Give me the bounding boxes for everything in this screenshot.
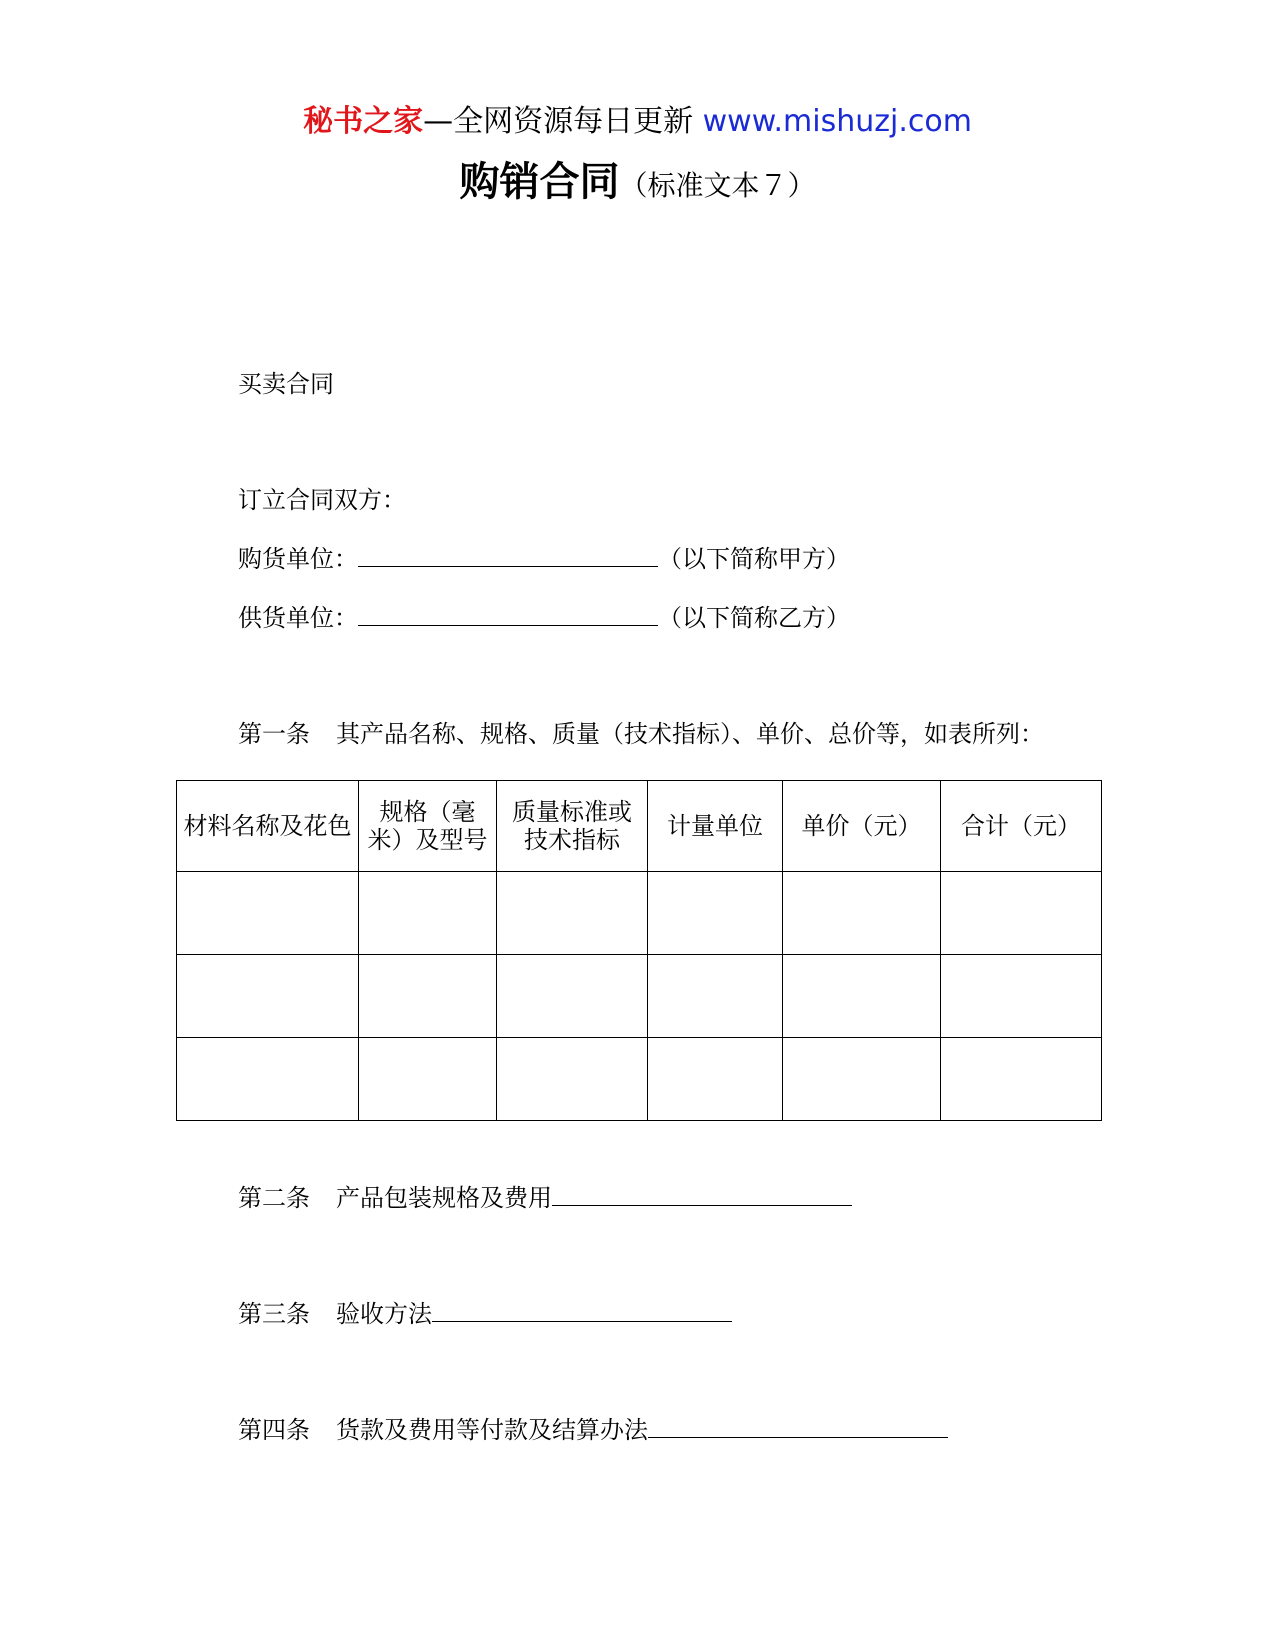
article-3-text: 验收方法	[336, 1300, 432, 1328]
article-3-blank[interactable]	[432, 1299, 732, 1322]
product-spec-table	[176, 780, 1102, 1121]
site-url[interactable]: www.mishuzj.com	[702, 104, 972, 139]
table-cell[interactable]	[783, 955, 941, 1038]
buyer-label: 购货单位：	[238, 545, 358, 573]
table-cell[interactable]	[359, 1038, 497, 1121]
table-cell[interactable]	[497, 955, 648, 1038]
seller-blank[interactable]	[358, 603, 658, 626]
table-cell[interactable]	[497, 1038, 648, 1121]
seller-suffix: （以下简称乙方）	[658, 604, 850, 632]
site-banner	[0, 102, 1275, 142]
title-subtitle: （标准文本７）	[619, 169, 816, 202]
header-unit: 计量单位	[648, 781, 783, 872]
article-2-number: 第二条	[238, 1184, 310, 1212]
table-cell[interactable]	[359, 872, 497, 955]
header-material-name: 材料名称及花色	[177, 781, 359, 872]
parties-intro: 订立合同双方：	[238, 486, 406, 514]
table-cell[interactable]	[941, 955, 1102, 1038]
table-row	[177, 872, 1102, 955]
article-2-text: 产品包装规格及费用	[336, 1184, 552, 1212]
table-cell[interactable]	[359, 955, 497, 1038]
table-cell[interactable]	[648, 955, 783, 1038]
article-1	[238, 718, 1044, 750]
header-unit-price: 单价（元）	[783, 781, 941, 872]
article-3	[238, 1298, 732, 1330]
header-quality-standard: 质量标准或技术指标	[497, 781, 648, 872]
article-4-text: 货款及费用等付款及结算办法	[336, 1416, 648, 1444]
header-total: 合计（元）	[941, 781, 1102, 872]
article-1-number: 第一条	[238, 720, 310, 748]
doc-type: 买卖合同	[238, 370, 334, 398]
banner-slogan: —全网资源每日更新	[423, 104, 694, 139]
article-1-text: 其产品名称、规格、质量（技术指标）、单价、总价等，如表所列：	[336, 720, 1044, 748]
table-row	[177, 1038, 1102, 1121]
buyer-suffix: （以下简称甲方）	[658, 545, 850, 573]
table-cell[interactable]	[648, 1038, 783, 1121]
buyer-blank[interactable]	[358, 544, 658, 567]
brand-name: 秘书之家	[303, 104, 424, 139]
title-main: 购销合同	[459, 159, 620, 205]
article-3-number: 第三条	[238, 1300, 310, 1328]
table-cell[interactable]	[648, 872, 783, 955]
table-header-row	[177, 781, 1102, 872]
table-cell[interactable]	[497, 872, 648, 955]
table-cell[interactable]	[177, 955, 359, 1038]
article-4	[238, 1414, 948, 1446]
article-2-blank[interactable]	[552, 1183, 852, 1206]
article-2	[238, 1182, 852, 1214]
seller-line	[238, 602, 850, 634]
article-4-number: 第四条	[238, 1416, 310, 1444]
table-cell[interactable]	[177, 1038, 359, 1121]
document-title	[0, 150, 1275, 207]
table-cell[interactable]	[941, 1038, 1102, 1121]
article-4-blank[interactable]	[648, 1415, 948, 1438]
table-cell[interactable]	[783, 872, 941, 955]
table-cell[interactable]	[783, 1038, 941, 1121]
table-row	[177, 955, 1102, 1038]
seller-label: 供货单位：	[238, 604, 358, 632]
header-spec-model: 规格（毫米）及型号	[359, 781, 497, 872]
table-cell[interactable]	[941, 872, 1102, 955]
buyer-line	[238, 543, 850, 575]
table-cell[interactable]	[177, 872, 359, 955]
